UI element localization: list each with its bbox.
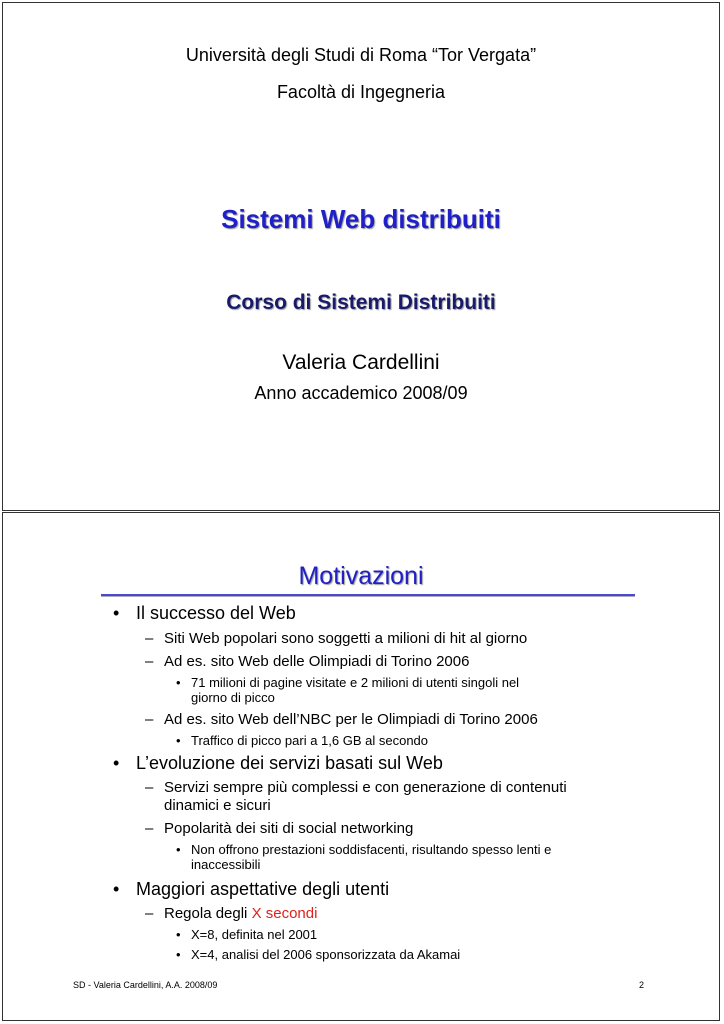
list-item: X=8, definita nel 2001	[191, 927, 318, 942]
list-item-continuation: inaccessibili	[191, 857, 261, 872]
academic-year: Anno accademico 2008/09	[254, 383, 468, 403]
bullet-marker: •	[176, 842, 181, 857]
list-item: Ad es. sito Web delle Olimpiadi di Torino 2006	[164, 653, 470, 670]
list-item-continuation: dinamici e sicuri	[164, 797, 271, 814]
bullet-marker: •	[113, 879, 120, 899]
highlighted-term: X secondi	[251, 905, 318, 922]
list-item: Traffico di picco pari a 1,6 GB al secondo	[191, 733, 429, 748]
slide-title: Motivazioni	[298, 562, 424, 590]
list-item: Maggiori aspettative degli utenti	[136, 879, 390, 899]
author-name: Valeria Cardellini	[282, 351, 440, 374]
list-item: Il successo del Web	[136, 603, 296, 623]
list-item-continuation: giorno di picco	[191, 690, 275, 705]
list-item: Popolarità dei siti di social networking	[164, 820, 414, 837]
list-item: Non offrono prestazioni soddisfacenti, risultando spesso lenti e	[191, 842, 552, 857]
bullet-marker: •	[176, 675, 181, 690]
faculty-name: Facoltà di Ingegneria	[276, 82, 446, 102]
list-item: X=4, analisi del 2006 sponsorizzata da Akamai	[191, 947, 461, 962]
list-item: Siti Web popolari sono soggetti a milioni di hit al giorno	[164, 630, 528, 647]
content-slide	[2, 512, 720, 1021]
dash-marker: –	[145, 653, 154, 670]
title-divider	[101, 594, 635, 597]
title-slide	[2, 2, 720, 511]
bullet-marker: •	[113, 753, 120, 773]
list-item: 71 milioni di pagine visitate e 2 milioni di utenti singoli nel	[191, 675, 520, 690]
university-name: Università degli Studi di Roma “Tor Vergata”	[185, 45, 537, 65]
slide-footer: SD - Valeria Cardellini, A.A. 2008/09	[73, 980, 218, 990]
dash-marker: –	[145, 630, 154, 647]
rule-prefix: Regola degli	[164, 905, 252, 922]
dash-marker: –	[145, 820, 154, 837]
list-item	[164, 905, 317, 922]
bullet-marker: •	[176, 927, 181, 942]
presentation-title: Sistemi Web distribuiti	[221, 204, 501, 234]
bullet-marker: •	[176, 947, 181, 962]
bullet-marker: •	[113, 603, 120, 623]
list-item: Ad es. sito Web dell’NBC per le Olimpiadi di Torino 2006	[164, 711, 538, 728]
dash-marker: –	[145, 905, 154, 922]
page-number: 2	[639, 980, 645, 990]
course-title: Corso di Sistemi Distribuiti	[226, 291, 496, 314]
dash-marker: –	[145, 711, 154, 728]
list-item: L’evoluzione dei servizi basati sul Web	[136, 753, 443, 773]
bullet-marker: •	[176, 733, 181, 748]
dash-marker: –	[145, 779, 154, 796]
list-item: Servizi sempre più complessi e con generazione di contenuti	[164, 779, 567, 796]
